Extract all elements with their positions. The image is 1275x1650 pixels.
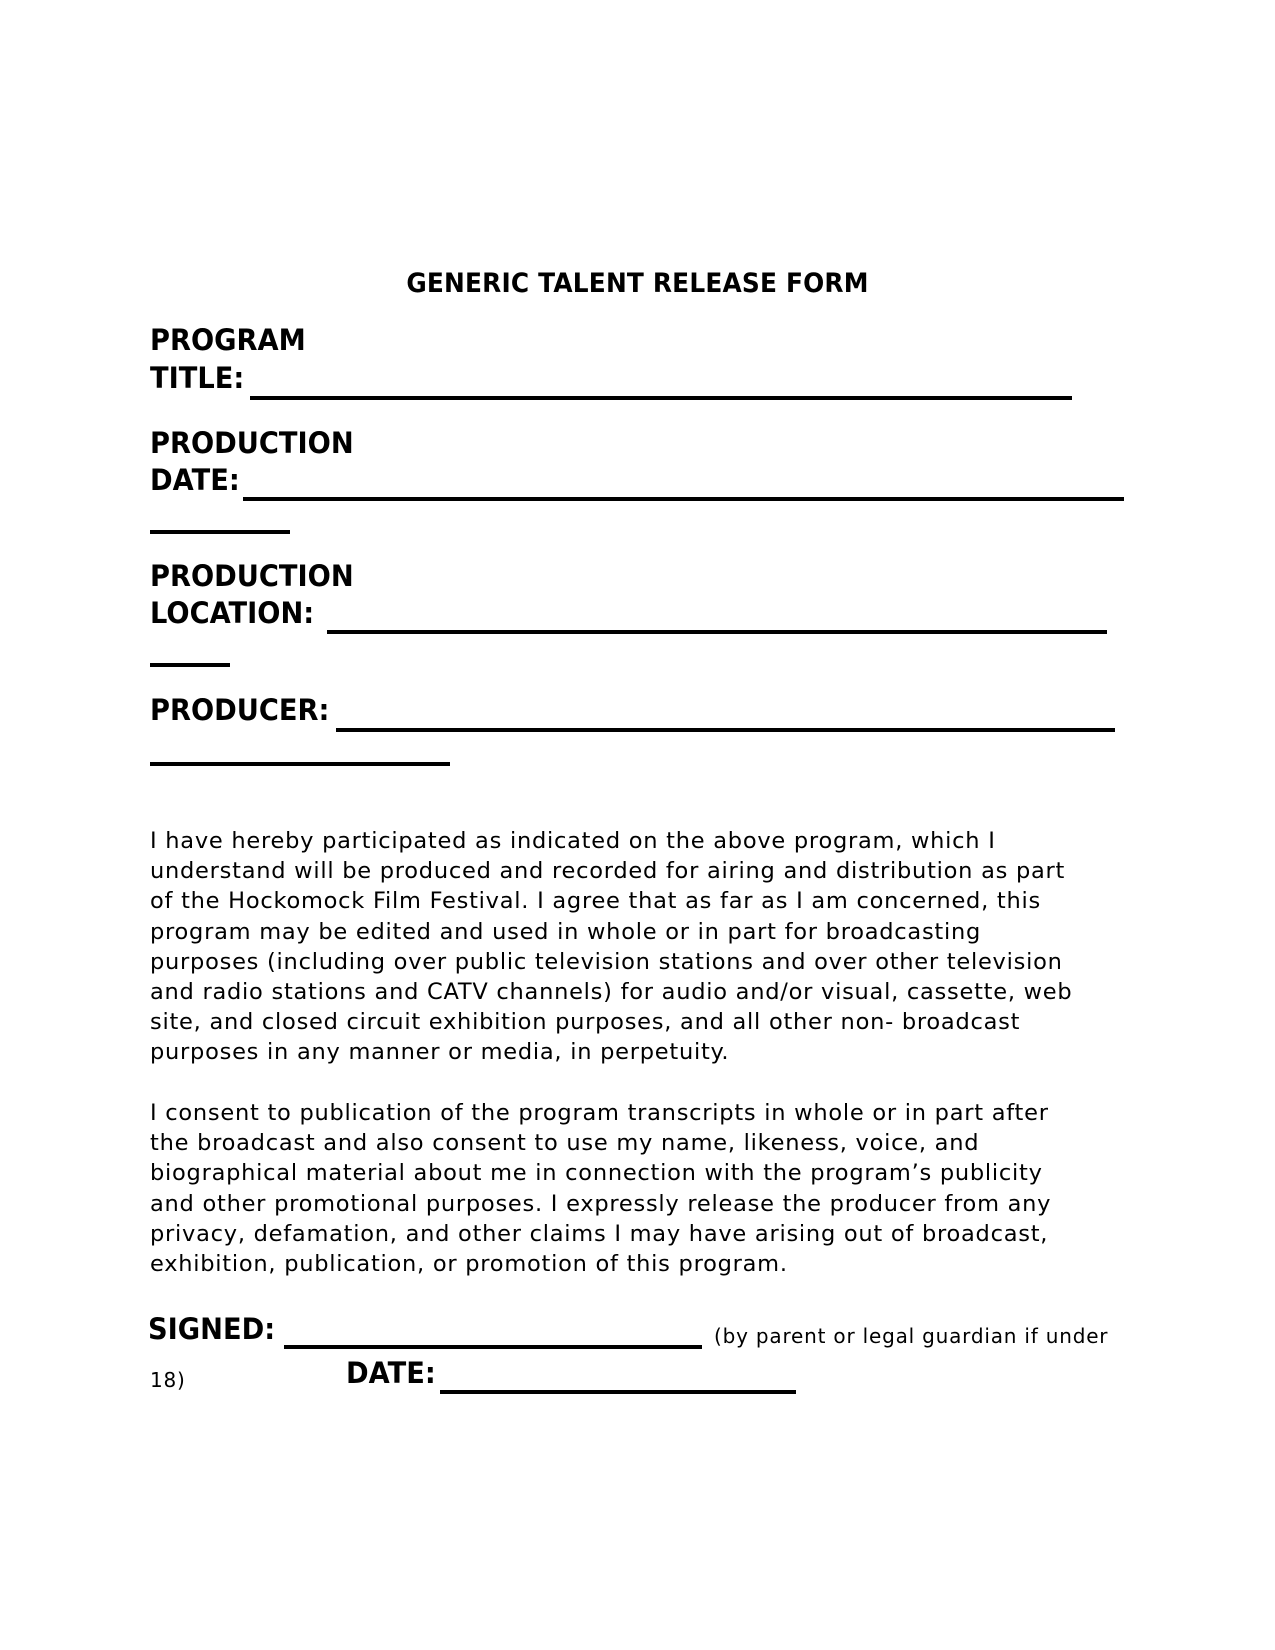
production-location-field-cont[interactable] [150,663,230,667]
paragraph-line: privacy, defamation, and other claims I may have arising out of broadcast, [150,1220,1049,1247]
date-label: DATE: [346,1356,436,1390]
consent-paragraph-1 [150,826,1150,1068]
paragraph-line: of the Hockomock Film Festival. I agree that as far as I am concerned, this [150,888,1041,915]
guardian-note: (by parent or legal guardian if under [714,1324,1109,1348]
paragraph-line: the broadcast and also consent to use my name, likeness, voice, and [150,1130,980,1157]
form-title: GENERIC TALENT RELEASE FORM [406,268,869,299]
paragraph-line: and radio stations and CATV channels) for audio and/or visual, cassette, web [150,979,1073,1006]
paragraph-line: I consent to publication of the program transcripts in whole or in part after [150,1100,1049,1126]
paragraph-line: site, and closed circuit exhibition purposes, and all other non- broadcast [150,1009,1021,1036]
producer-label: PRODUCER: [150,693,330,727]
paragraph-line: program may be edited and used in whole or in part for broadcasting [150,918,982,945]
paragraph-line: I have hereby participated as indicated on the above program, which I [150,828,996,854]
paragraph-line: purposes in any manner or media, in perpetuity. [150,1039,730,1066]
paragraph-line: biographical material about me in connection with the program’s publicity [150,1160,1043,1187]
paragraph-line: and other promotional purposes. I expressly release the producer from any [150,1190,1052,1217]
date-field[interactable] [440,1390,796,1394]
paragraph-line: exhibition, publication, or promotion of this program. [150,1251,788,1278]
producer-field-cont[interactable] [150,762,450,766]
production-date-field[interactable] [243,497,1124,501]
program-title-field[interactable] [250,396,1072,400]
production-date-label-line2: DATE: [150,463,240,497]
guardian-note-cont: 18) [150,1368,186,1392]
production-location-label-line1: PRODUCTION [150,559,354,593]
producer-field[interactable] [336,728,1115,732]
production-date-field-cont[interactable] [150,530,290,534]
program-title-label-line2: TITLE: [150,361,245,395]
signature-field[interactable] [284,1345,702,1349]
production-location-field[interactable] [327,630,1107,634]
production-date-label-line1: PRODUCTION [150,426,354,460]
consent-paragraph-2 [150,1098,1150,1279]
paragraph-line: understand will be produced and recorded for airing and distribution as part [150,858,1066,885]
signed-label: SIGNED: [148,1312,276,1346]
production-location-label-line2: LOCATION: [150,596,315,630]
paragraph-line: purposes (including over public television stations and over other television [150,948,1063,975]
program-title-label-line1: PROGRAM [150,323,306,357]
